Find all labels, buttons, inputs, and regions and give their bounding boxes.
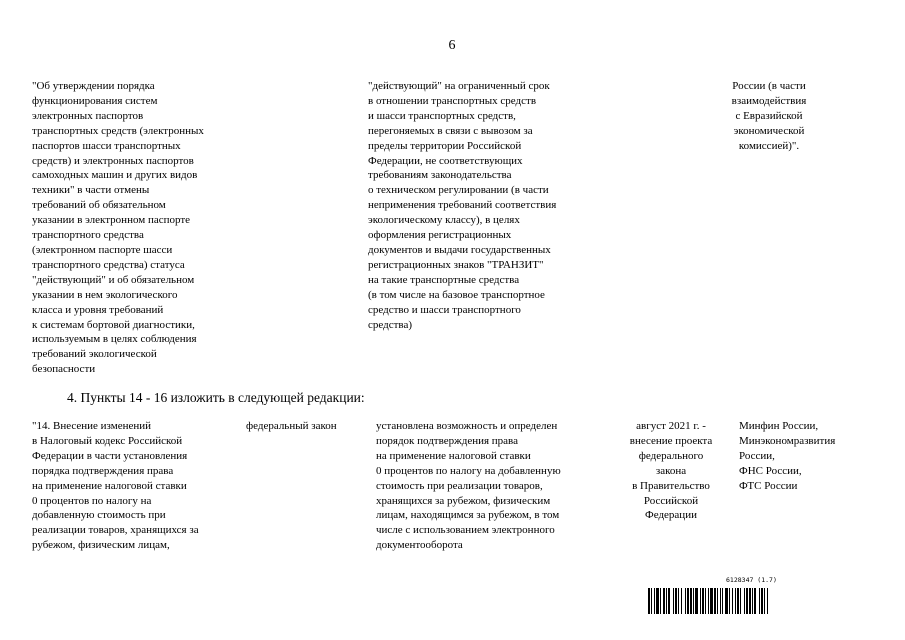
page-number: 6 <box>448 38 456 53</box>
table-cell-responsible-continued: России (в части взаимодействия с Евразийской экономической комиссией)". <box>731 80 807 152</box>
barcode-number: 6128347 (1.7) <box>726 576 777 584</box>
table-cell-responsible: Минфин России, Минэкономразвития России, ФНС России, ФТС России <box>739 420 836 492</box>
barcode-image <box>648 588 860 614</box>
table-cell-result-continued: "действующий" на ограниченный срок в отношении транспортных средств и шасси транспортных средств, перегоняемых в связи с вывозом за пределы территории Российской Федерации, не соответствующих требованиям законодательства о техническом регулировании (в части неприменения требований соответствия экологическому классу), в целях оформления регистрационных документов и выдачи государственных регистрационных знаков "ТРАНЗИТ" на такие транспортные средства (в том числе на базовое транспортное средство и шасси транспортного средства) <box>368 80 557 331</box>
table-cell-expected-result: установлена возможность и определен порядок подтверждения права на применение налоговой ставки 0 процентов по налогу на добавленную стоимость при реализации товаров, хранящихся за рубежом, физическим лицам, находящимся за рубежом, в том числе с использованием электронного документооборота <box>376 420 561 552</box>
section-heading: 4. Пункты 14 - 16 изложить в следующей редакции: <box>67 390 365 405</box>
table-cell-description-continued: "Об утверждении порядка функционирования систем электронных паспортов транспортных средств (электронных паспортов шасси транспортных средств) и электронных паспортов самоходных машин и других видов техники" в части отмены требований об обязательном указании в электронном паспорте транспортного средства (электронном паспорте шасси транспортного средства) статуса "действующий" и об обязательном указании в нем экологического класса и уровня требований к системам бортовой диагностики, используемым в целях соблюдения требований экологической безопасности <box>32 80 204 376</box>
table-cell-deadline: август 2021 г. - внесение проекта федерального закона в Правительство Российской Федерации <box>629 420 713 522</box>
table-cell-document-type: федеральный закон <box>246 420 337 432</box>
table-cell-item-description: "14. Внесение изменений в Налоговый кодекс Российской Федерации в части установления порядка подтверждения права на применение налоговой ставки 0 процентов по налогу на добавленную стоимость при реализации товаров, хранящихся за рубежом, физическим лицам, <box>32 420 199 552</box>
